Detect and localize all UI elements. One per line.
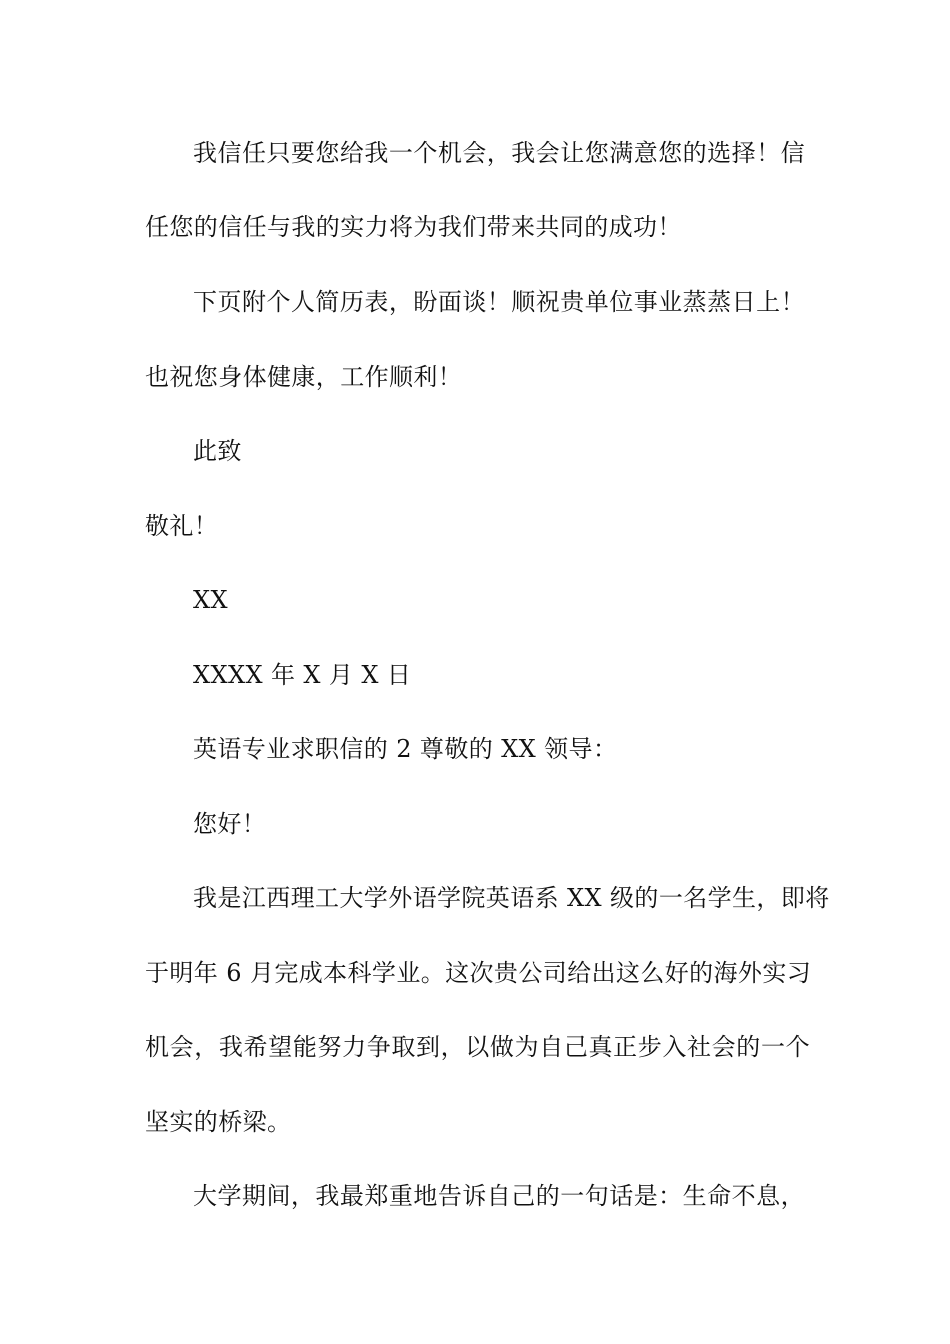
letter-heading: 英语专业求职信的 2 尊敬的 XX 领导： [193, 735, 618, 763]
paragraph-line-6: 于明年 6 月完成本科学业。这次贵公司给出这么好的海外实习 [145, 959, 812, 987]
paragraph-line-3: 下页附个人简历表，盼面谈！顺祝贵单位事业蒸蒸日上！ [193, 288, 805, 316]
paragraph-line-7: 机会，我希望能努力争取到，以做为自己真正步入社会的一个 [145, 1033, 810, 1061]
paragraph-line-9: 大学期间，我最郑重地告诉自己的一句话是：生命不息， [193, 1182, 805, 1210]
paragraph-line-8: 坚实的桥梁。 [145, 1108, 292, 1136]
greeting: 您好！ [193, 810, 267, 838]
closing-salutation: 此致 [193, 437, 242, 465]
paragraph-line-2: 任您的信任与我的实力将为我们带来共同的成功！ [145, 213, 682, 241]
paragraph-line-5: 我是江西理工大学外语学院英语系 XX 级的一名学生，即将 [193, 884, 830, 912]
signature-date: XXXX 年 X 月 X 日 [193, 661, 412, 689]
paragraph-line-1: 我信任只要您给我一个机会，我会让您满意您的选择！信 [193, 139, 805, 167]
closing-regards: 敬礼！ [145, 512, 219, 540]
signature-name: XX [193, 586, 228, 614]
paragraph-line-4: 也祝您身体健康，工作顺利！ [145, 363, 463, 391]
